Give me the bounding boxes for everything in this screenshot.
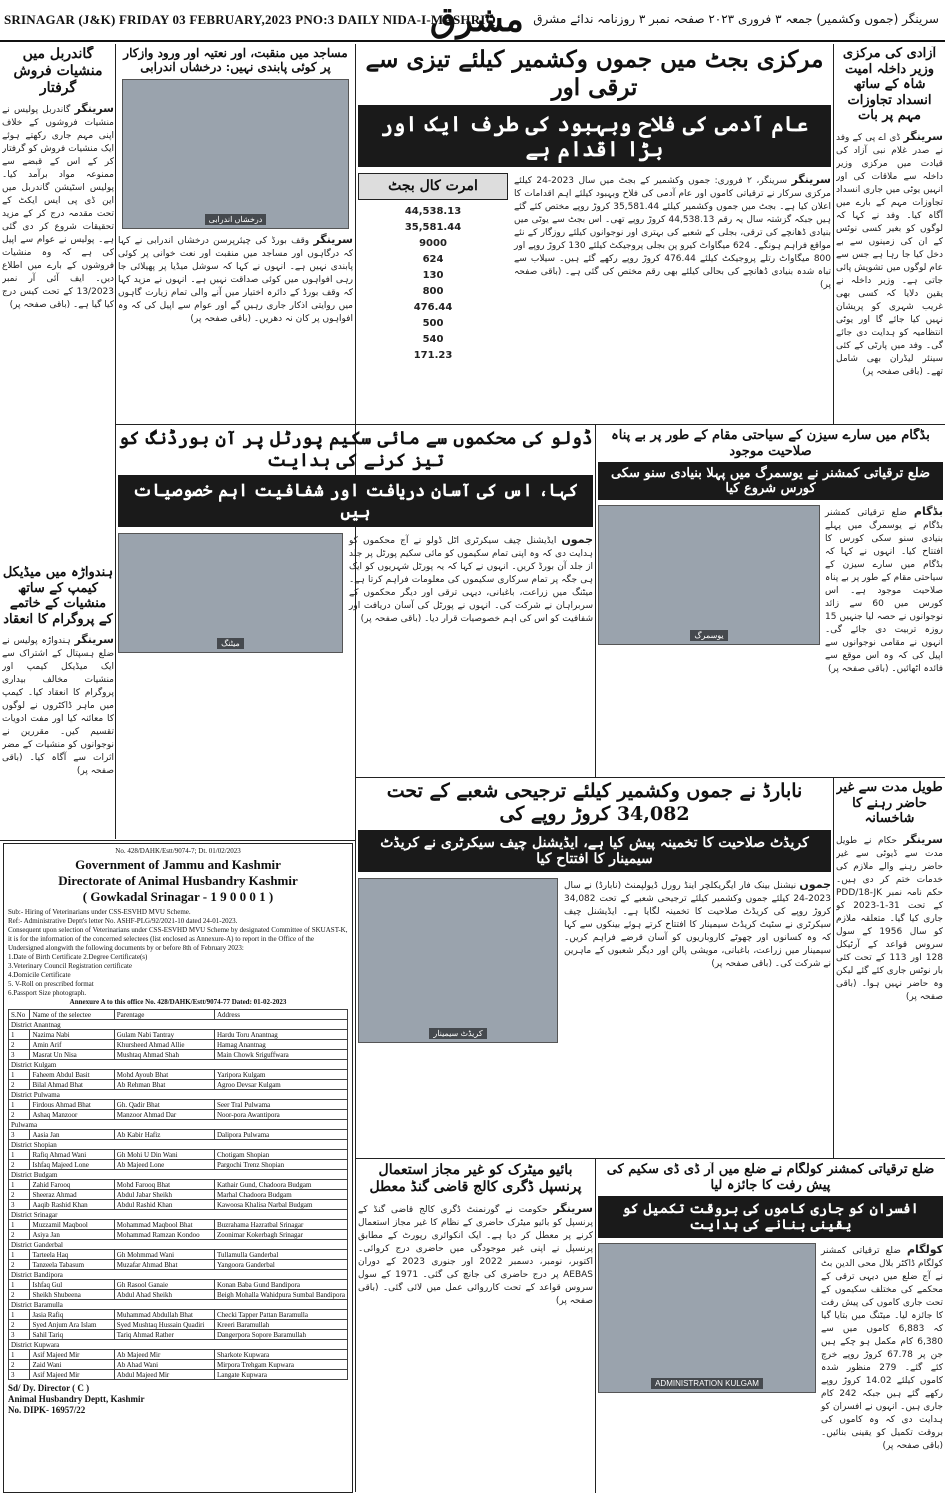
table-cell: Zahid Farooq <box>30 1180 114 1190</box>
table-cell: 1 <box>9 1070 30 1080</box>
table-row <box>9 1350 348 1360</box>
table-cell: 3 <box>9 1200 30 1210</box>
table-cell: Manzoor Ahmad Dar <box>114 1110 214 1120</box>
article-absent <box>836 780 943 1156</box>
district-name: District Anantnag <box>9 1020 348 1030</box>
article-ganderbal <box>2 46 114 586</box>
article-dateline: سرینگر <box>553 1201 593 1215</box>
table-cell: Zaid Wani <box>30 1360 114 1370</box>
newspaper-logo: مشرق <box>430 0 524 40</box>
table-cell: 2 <box>9 1110 30 1120</box>
budget-figure: 171.23 <box>413 349 453 361</box>
table-cell: Aasia Jan <box>30 1130 114 1140</box>
district-row <box>9 1140 348 1150</box>
table-cell: Gh. Qadir Bhat <box>114 1100 214 1110</box>
table-cell: 3 <box>9 1370 30 1380</box>
notice-document-item: 6.Passport Size photograph. <box>8 989 87 997</box>
table-cell: Abdul Ahad Sheikh <box>114 1290 214 1300</box>
table-row <box>9 1370 348 1380</box>
table-cell: Bilal Ahmad Bhat <box>30 1080 114 1090</box>
budget-figure: 476.44 <box>413 301 453 313</box>
table-row <box>9 1260 348 1270</box>
district-row <box>9 1340 348 1350</box>
table-cell: Seer Tral Pulwama <box>214 1100 347 1110</box>
notice-annexure: Annexure A to this office No. 428/DAHK/Estt/9074-77 Dated: 01-02-2023 <box>69 998 287 1006</box>
district-row <box>9 1060 348 1070</box>
budget-sidebar <box>358 173 508 364</box>
table-cell: 2 <box>9 1290 30 1300</box>
district-name: District Kupwara <box>9 1340 348 1350</box>
table-cell: Mohammad Maqbool Bhat <box>114 1220 214 1230</box>
district-name: District Baramulla <box>9 1300 348 1310</box>
article-mosques <box>118 46 353 422</box>
district-name: Pulwama <box>9 1120 348 1130</box>
table-cell: Khursheed Ahmad Allie <box>114 1040 214 1050</box>
masthead-dateline-ur: سرینگر (جموں وکشمیر) جمعہ ۳ فروری ۲۰۲۳ صفحہ نمبر ۳ روزنامہ ندائے مشرق <box>533 12 939 26</box>
column-rule <box>833 44 834 424</box>
table-cell: Hamag Anantnag <box>214 1040 347 1050</box>
table-cell: Ishfaq Gul <box>30 1280 114 1290</box>
table-row <box>9 1100 348 1110</box>
table-cell: Main Chowk Sriguffwara <box>214 1050 347 1060</box>
table-row <box>9 1190 348 1200</box>
article-body <box>358 1202 593 1308</box>
table-cell: Gulam Nabi Tantray <box>114 1030 214 1040</box>
photo-caption: کریڈٹ سیمینار <box>429 1028 486 1039</box>
table-row <box>9 1360 348 1370</box>
notice-subject: Sub:- Hiring of Veterinarians under CSS-ESVHD MVU Scheme. <box>8 908 191 916</box>
column-header: S.No <box>9 1010 30 1020</box>
table-cell: 2 <box>9 1320 30 1330</box>
article-photo <box>598 1243 816 1393</box>
row-rule <box>356 424 945 425</box>
table-cell: Muzzamil Maqbool <box>30 1220 114 1230</box>
budget-figure: 35,581.44 <box>404 221 462 233</box>
column-header: Name of the selectee <box>30 1010 114 1020</box>
table-cell: 1 <box>9 1310 30 1320</box>
table-cell: 1 <box>9 1220 30 1230</box>
article-headline: مرکزی بجٹ میں جموں وکشمیر کیلئے تیزی سے ترقی اور <box>365 46 824 101</box>
table-cell: Ishfaq Majeed Lone <box>30 1160 114 1170</box>
table-cell: Abdul Majeed Mir <box>114 1370 214 1380</box>
table-cell: Asif Majeed Mir <box>30 1350 114 1360</box>
table-cell: Yaripora Kulgam <box>214 1070 347 1080</box>
article-photo <box>598 505 820 645</box>
table-cell: Gh Rasool Ganaie <box>114 1280 214 1290</box>
article-dateline: سرینگر <box>791 173 831 187</box>
article-body <box>2 633 114 778</box>
article-body <box>564 878 831 1043</box>
table-cell: Noor-pora Awantipora <box>214 1110 347 1120</box>
table-row <box>9 1330 348 1340</box>
column-rule <box>595 425 596 777</box>
notice-document-item: 3.Veterinary Council Registration certificate <box>8 962 133 970</box>
signature-line: No. DIPK- 16957/22 <box>8 1405 86 1415</box>
table-cell: Agroo Devsar Kulgam <box>214 1080 347 1090</box>
article-photo <box>122 79 349 229</box>
masthead <box>0 0 945 42</box>
article-headline: گاندربل میں منشیات فروش گرفتار <box>13 46 103 96</box>
district-row <box>9 1210 348 1220</box>
article-dulloo <box>118 428 593 774</box>
table-cell: 2 <box>9 1040 30 1050</box>
article-handwara <box>2 565 114 837</box>
notice-intro: Consequent upon selection of Veterinarians under CSS-ESVHD MVU Scheme by designated Committee of SKUAST-K, it is for the information of the concerned selectees (list enclosed as Annexure-A) to report in the Office of the Undersigned alongwith the following documents by or before 8th of February 2023: <box>8 926 348 952</box>
selectee-table <box>8 1009 348 1380</box>
table-cell: Mirpora Trehgam Kupwara <box>214 1360 347 1370</box>
row-rule <box>0 840 355 841</box>
article-headline: آزادی کی مرکزی وزیر داخلہ امیت شاہ کے ساتھ انسداد تجاوزات مہم پر بات <box>842 46 937 124</box>
column-rule <box>595 1159 596 1493</box>
budget-figure: 624 <box>422 253 444 265</box>
budget-figure: 500 <box>422 317 444 329</box>
table-row <box>9 1130 348 1140</box>
article-body <box>836 130 943 379</box>
article-dateline: جموں <box>561 533 593 547</box>
table-cell: Marhal Chadoora Budgam <box>214 1190 347 1200</box>
article-budget <box>358 46 831 422</box>
notice-document-item: 1.Date of Birth Certificate 2.Degree Certificate(s) <box>8 953 148 961</box>
article-dateline: سرینگر <box>74 633 114 647</box>
row-rule <box>116 424 355 425</box>
district-name: District Srinagar <box>9 1210 348 1220</box>
table-cell: 1 <box>9 1350 30 1360</box>
table-cell: Kathair Gund, Chadoora Budgam <box>214 1180 347 1190</box>
table-row <box>9 1200 348 1210</box>
table-cell: Sheikh Shubeena <box>30 1290 114 1300</box>
article-headline: مساجد میں منقبت، اور نعتیہ اور ورود وازکار پر کوئی پابندی نہیں: درخشاں اندرابی <box>123 46 348 75</box>
table-row <box>9 1110 348 1120</box>
table-cell: Mushtaq Ahmad Shah <box>114 1050 214 1060</box>
district-row <box>9 1020 348 1030</box>
table-row <box>9 1070 348 1080</box>
row-rule <box>356 777 945 778</box>
notice-title: Government of Jammu and Kashmir <box>75 857 281 872</box>
district-name: District Pulwama <box>9 1090 348 1100</box>
article-headline: ہندواڑہ میں میڈیکل کیمپ کے ساتھ منشیات کے خاتمے کے پروگرام کا انعقاد <box>2 565 114 627</box>
table-cell: Hardu Toru Anantnag <box>214 1030 347 1040</box>
table-cell: Asiya Jan <box>30 1230 114 1240</box>
table-cell: Ab Rehman Bhat <box>114 1080 214 1090</box>
article-body <box>514 173 831 364</box>
table-cell: 1 <box>9 1150 30 1160</box>
table-cell: 1 <box>9 1100 30 1110</box>
signature-line: Sd/ Dy. Director ( C ) <box>8 1383 90 1393</box>
article-columns <box>358 878 831 1043</box>
table-cell: Abdul Rashid Khan <box>114 1200 214 1210</box>
table-cell: Syed Anjum Ara Islam <box>30 1320 114 1330</box>
table-row <box>9 1310 348 1320</box>
table-cell: Faheem Abdul Basit <box>30 1070 114 1080</box>
table-cell: Sahil Tariq <box>30 1330 114 1340</box>
table-cell: Sheeraz Ahmad <box>30 1190 114 1200</box>
table-cell: Konan Baba Gund Bandipora <box>214 1280 347 1290</box>
article-body <box>836 833 943 1004</box>
table-cell: Jasia Rafiq <box>30 1310 114 1320</box>
notice-signature <box>8 1383 348 1416</box>
table-cell: 1 <box>9 1250 30 1260</box>
table-cell: Kreeri Baramullah <box>214 1320 347 1330</box>
notice-documents <box>8 953 348 998</box>
article-dateline: کولگام <box>906 1243 943 1257</box>
article-text: ضلع ترقیاتی کمشنر بڈگام نے یوسمرگ میں پہلے بنیادی سنو سکی کورس کا افتتاح کیا۔ انہوں نے کہا کہ بڈگام میں سارے سیزن کے سیاحتی مقام کے طور پر بے پناہ صلاحیت موجود ہے۔ اس کورس میں 60 سے زائد نوجوانوں نے حصہ لیا جنہیں 15 روزہ تربیت دی جائے گی۔ انہوں نے مقامی نوجوانوں سے اپیل کی کہ وہ اس موقع سے فائدہ اٹھائیں۔ (باقی صفحہ پر) <box>825 508 943 675</box>
table-row <box>9 1160 348 1170</box>
column-rule <box>833 778 834 1158</box>
notice-address: ( Gowkadal Srinagar - 1 9 0 0 0 1 ) <box>82 889 274 904</box>
table-cell: Ab Ahad Wani <box>114 1360 214 1370</box>
article-text: حکام نے طویل مدت سے ڈیوٹی سے غیر حاضر رہنے والے ملازم کی خدمات ختم کر دی ہیں۔ حکم نامہ نمبر PDD/18-JK کے تحت 31-1-2023 کو جاری کیا گیا۔ متعلقہ ملازم کو سال 1956 کے سول سروس قواعد کے آرٹیکل 128 اور 113 کے تحت کئی بار نوٹس جاری کئے گئے لیکن وہ حاضر نہیں ہوا۔ (باقی صفحہ پر) <box>836 835 943 1002</box>
table-cell: 2 <box>9 1360 30 1370</box>
table-cell: 2 <box>9 1080 30 1090</box>
table-cell: Tullamulla Ganderbal <box>214 1250 347 1260</box>
article-headline: نابارڈ نے جموں وکشمیر کیلئے ترجیحی شعبے کے تحت 34,082 کروڑ روپے کی <box>386 780 803 825</box>
table-cell: Tanzeela Tabasum <box>30 1260 114 1270</box>
table-cell: Mohd Farooq Bhat <box>114 1180 214 1190</box>
table-cell: Sharkote Kupwara <box>214 1350 347 1360</box>
table-cell: Ab Majeed Lone <box>114 1160 214 1170</box>
budget-figures <box>358 204 508 364</box>
district-name: District Ganderbal <box>9 1240 348 1250</box>
article-text: سرینگر، ۲ فروری: جموں وکشمیر کے بجٹ میں سال 2023-24 کیلئے مرکزی سرکار نے ترقیاتی کاموں اور عام آدمی کی فلاح وبہبود کیلئے اہم اقدامات کا اعلان کیا ہے۔ بجٹ میں جموں وکشمیر کیلئے 35,581.44 کروڑ روپے مختص کئے گئے ہیں جبکہ گزشتہ سال یہ رقم 44,538.13 کروڑ روپے تھی۔ اس بجٹ سے یوٹی میں بنیادی ڈھانچے کی ترقی، بجلی کے شعبے کی بہتری اور نوجوانوں کیلئے روزگار کے نئے مواقع فراہم ہونگے۔ 624 میگاواٹ کیرو پن بجلی پروجیکٹ کیلئے 130 کروڑ روپے اور 800 میگاواٹ رتلے پروجیکٹ کیلئے 476.44 کروڑ روپے رکھے گئے ہیں۔ سیلاب سے تباہ شدہ بنیادی ڈھانچے کی بحالی کیلئے بھی رقم مختص کی گئی ہے۔ (باقی صفحہ پر) <box>514 176 831 291</box>
table-cell: Ab Kabir Hafiz <box>114 1130 214 1140</box>
table-cell: Tariq Ahmad Rather <box>114 1330 214 1340</box>
district-row <box>9 1120 348 1130</box>
government-notice <box>3 843 353 1493</box>
table-cell: Tarteela Haq <box>30 1250 114 1260</box>
budget-subhead: امرت کال بجٹ <box>358 173 508 200</box>
table-cell: 1 <box>9 1180 30 1190</box>
article-subheadline: افسران کو جاری کاموں کی بروقت تکمیل کو یقینی بنانے کی ہدایت <box>598 1196 943 1238</box>
budget-figure: 44,538.13 <box>404 205 462 217</box>
article-text: گاندربل پولیس نے منشیات فروشوں کے خلاف اپنی مہم جاری رکھتے ہوئے ایک منشیات فروش کو گرفتار کر کے اس کے قبضے سے ممنوعہ مواد برآمد کیا۔ پولیس اسٹیشن گاندربل میں این ڈی پی ایس ایکٹ کے تحت مقدمہ درج کر کے مزید تحقیقات شروع کر دی گئی ہے۔ پولیس نے عوام سے اپیل کی ہے کہ وہ منشیات فروشوں کے بارے میں اطلاع دیں۔ ایف آئی آر نمبر 13/2023 کے تحت کیس درج کیا گیا ہے۔ (باقی صفحہ پر) <box>2 105 114 311</box>
table-cell: Kawoosa Khalisa Narbal Budgam <box>214 1200 347 1210</box>
table-cell: 2 <box>9 1190 30 1200</box>
article-dateline: سرینگر <box>74 102 114 116</box>
table-row <box>9 1290 348 1300</box>
table-cell: Dalipora Pulwama <box>214 1130 347 1140</box>
table-cell: Ashaq Manzoor <box>30 1110 114 1120</box>
table-cell: Chotigam Shopian <box>214 1150 347 1160</box>
budget-figure: 800 <box>422 285 444 297</box>
article-subheadline: کریڈٹ صلاحیت کا تخمینہ پیش کیا ہے، ایڈیشنل چیف سیکرٹری نے کریڈٹ سیمینار کا افتتاح کیا <box>358 830 831 872</box>
table-body <box>9 1020 348 1380</box>
district-name: District Kulgam <box>9 1060 348 1070</box>
article-subheadline: کہا، اس کی آسان دریافت اور شفافیت اہم خصوصیات ہیں <box>118 475 593 527</box>
district-row <box>9 1090 348 1100</box>
table-row <box>9 1030 348 1040</box>
article-amit-shah <box>836 46 943 422</box>
article-columns <box>598 1243 943 1453</box>
article-nabard <box>358 780 831 1156</box>
table-row <box>9 1080 348 1090</box>
article-columns <box>118 533 593 653</box>
table-row <box>9 1050 348 1060</box>
table-cell: Langate Kupwara <box>214 1370 347 1380</box>
article-budgam <box>598 428 943 774</box>
table-row <box>9 1180 348 1190</box>
article-dateline: سرینگر <box>903 832 943 846</box>
table-cell: 2 <box>9 1260 30 1270</box>
article-kulgam <box>598 1162 943 1492</box>
district-name: District Bandipora <box>9 1270 348 1280</box>
photo-caption: میٹنگ <box>217 638 244 649</box>
budget-figure: 9000 <box>419 237 447 249</box>
district-row <box>9 1170 348 1180</box>
table-cell: Amin Arif <box>30 1040 114 1050</box>
budget-figure: 540 <box>422 333 444 345</box>
notice-department: Directorate of Animal Husbandry Kashmir <box>58 873 298 888</box>
notice-document-item: 5. V-Roll on prescribed format <box>8 980 94 988</box>
article-dateline: سرینگر <box>313 232 353 246</box>
article-headline: بائیو میٹرک کو غیر مجاز استعمال پرنسپل ڈگری کالج قاضی گنڈ معطل <box>369 1162 582 1195</box>
notice-document-item: 4.Domicile Certificate <box>8 971 71 979</box>
article-text: ضلع ترقیاتی کمشنر کولگام ڈاکٹر بلال محی الدین بٹ نے آج ضلع میں دیہی ترقی کے محکمے کی مختلف سکیموں کے تحت جاری کاموں کی پیش رفت کا جائزہ لیا۔ میٹنگ میں بتایا گیا کہ 6,883 کاموں میں سے 6,380 کام مکمل ہو چکے ہیں جن پر 67.78 کروڑ روپے خرچ کئے گئے۔ 279 منظور شدہ کاموں کیلئے 14.02 کروڑ روپے رکھے گئے ہیں جبکہ 242 کام جاری ہیں۔ انہوں نے افسران کو ہدایت دی کہ وہ کاموں کی بروقت تکمیل کو یقینی بنائیں۔ (باقی صفحہ پر) <box>821 1246 943 1452</box>
table-row <box>9 1220 348 1230</box>
table-cell: Zoonimar Kokerbagh Srinagar <box>214 1230 347 1240</box>
article-photo <box>118 533 343 653</box>
table-row <box>9 1280 348 1290</box>
table-cell: 3 <box>9 1050 30 1060</box>
district-row <box>9 1300 348 1310</box>
table-cell: Mohd Ayoub Bhat <box>114 1070 214 1080</box>
table-cell: Pargochi Trenz Shopian <box>214 1160 347 1170</box>
article-subheadline: ضلع ترقیاتی کمشنر نے یوسمرگ میں پہلا بنیادی سنو سکی کورس شروع کیا <box>598 462 943 500</box>
district-name: District Shopian <box>9 1140 348 1150</box>
district-row <box>9 1270 348 1280</box>
masthead-dateline-en: SRINAGAR (J&K) FRIDAY 03 FEBRUARY,2023 PNO:3 DAILY NIDA-I-MASHRIQ <box>4 12 496 27</box>
table-row <box>9 1320 348 1330</box>
table-cell: Aaqib Rashid Khan <box>30 1200 114 1210</box>
table-cell: Gh Mohmmad Wani <box>114 1250 214 1260</box>
notice-reference: Ref:- Administrative Deptt's letter No. ASHF-PLG/92/2021-10 dated 24-01-2023. <box>8 917 238 925</box>
table-cell: Beigh Mohalla Wahidpura Sumbal Bandipora <box>214 1290 347 1300</box>
table-cell: Gh Mohi U Din Wani <box>114 1150 214 1160</box>
table-row <box>9 1040 348 1050</box>
photo-caption: ADMINISTRATION KULGAM <box>651 1378 763 1389</box>
notice-ref: No. 428/DAHK/Estt/9074-7; Dt. 01/02/2023 <box>115 847 241 855</box>
article-columns <box>358 173 831 364</box>
table-cell: Masrat Un Nisa <box>30 1050 114 1060</box>
column-header: Parentage <box>114 1010 214 1020</box>
photo-caption: درخشاں اندرابی <box>205 214 267 225</box>
article-text: ڈی اے پی کے وفد نے صدر غلام نبی آزاد کی قیادت میں مرکزی وزیر داخلہ سے ملاقات کی اور انہیں یوٹی میں جاری انسداد تجاوزات مہم کے بارے میں آگاہ کیا۔ وفد نے کہا کہ لوگوں کو بغیر کسی نوٹس کے ان کی زمینوں سے بے دخل کیا جا رہا ہے جس سے عام لوگوں میں تشویش پائی جاتی ہے۔ وزیر داخلہ نے یقین دلایا کہ کسی بھی غریب شہری کو پریشان نہیں کیا جائے گا اور یوٹی انتظامیہ کو ہدایت دی جائے گی۔ وفد میں پارٹی کے کئی سینئر لیڈران بھی شامل تھے۔ (باقی صفحہ پر) <box>836 132 943 377</box>
article-subheadline: عام آدمی کی فلاح وبہبود کی طرف ایک اور بڑا اقدام ہے <box>358 105 831 167</box>
article-body <box>2 102 114 312</box>
table-cell: 2 <box>9 1160 30 1170</box>
table-cell: Rafiq Ahmad Wani <box>30 1150 114 1160</box>
district-name: District Budgam <box>9 1170 348 1180</box>
article-headline: ڈولو کی محکموں سے مائی سکیم پورٹل پر آن بورڈنگ کو تیز کرنے کی ہدایت <box>118 428 593 471</box>
article-text: ایڈیشنل چیف سیکرٹری اٹل ڈولو نے آج محکموں کو ہدایت دی کہ وہ اپنی تمام سکیموں کو مائی سکیم پورٹل پر جلد از جلد آن بورڈ کریں۔ انہوں نے کہا کہ یہ پورٹل شہریوں کو ایک ہی جگہ پر تمام سرکاری سکیموں کی معلومات فراہم کرتا ہے۔ میٹنگ میں زراعت، باغبانی، دیہی ترقی اور دیگر محکموں کے سربراہان نے شرکت کی۔ انہوں نے پورٹل کی آسان دریافت اور شفافیت کو اس کی اہم خصوصیات قرار دیا۔ (باقی صفحہ پر) <box>349 536 593 625</box>
article-body <box>349 533 593 653</box>
table-cell: Dangerpora Sopore Baramullah <box>214 1330 347 1340</box>
table-cell: Mohammad Ramzan Kondoo <box>114 1230 214 1240</box>
article-headline: بڈگام میں سارے سیزن کے سیاحتی مقام کے طور پر بے پناہ صلاحیت موجود <box>611 428 930 459</box>
table-cell: Syed Mushtaq Hussain Quadiri <box>114 1320 214 1330</box>
table-cell: Muzafar Ahmad Bhat <box>114 1260 214 1270</box>
table-cell: Abdul Jabar Sheikh <box>114 1190 214 1200</box>
article-text: وقف بورڈ کی چیئرپرسن درخشاں اندرابی نے کہا کہ درگاہوں اور مساجد میں منقبت اور نعت خوانی پر کوئی پابندی نہیں ہے۔ انہوں نے کہا کہ سوشل میڈیا پر پھیلائی جا رہی افواہوں میں کوئی صداقت نہیں ہے۔ انہوں نے مزید کہا کہ وقف بورڈ کے دائرہ اختیار میں آنے والی تمام زیارت گاہوں میں روایتی اذکار جاری رہیں گے اور عوام سے اپیل کی کہ وہ افواہوں پر کان نہ دھریں۔ (باقی صفحہ پر) <box>118 235 353 324</box>
photo-caption: یوسمرگ <box>690 630 727 641</box>
article-body <box>821 1243 943 1453</box>
article-text: حکومت نے گورنمنٹ ڈگری کالج قاضی گنڈ کے پرنسپل کو بائیو میٹرک حاضری کے نظام کا غیر مجاز استعمال کرنے پر معطل کر دیا ہے۔ ایک انکوائری رپورٹ کے مطابق پرنسپل نے اپنی غیر موجودگی میں حاضری درج کروائی۔ اکتوبر، نومبر، دسمبر 2022 اور جنوری 2023 کے دوران AEBAS پر درج حاضری کی جانچ کی گئی۔ 1971 کے سول سروس قواعد کے تحت کارروائی عمل میں لائی گئی۔ (باقی صفحہ پر) <box>358 1204 593 1306</box>
table-cell: Nazima Nabi <box>30 1030 114 1040</box>
article-photo <box>358 878 558 1043</box>
table-cell: 1 <box>9 1280 30 1290</box>
table-cell: Checki Tapper Pattan Baramulla <box>214 1310 347 1320</box>
article-body <box>118 233 353 326</box>
row-rule <box>356 1158 945 1159</box>
budget-figure: 130 <box>422 269 444 281</box>
district-row <box>9 1240 348 1250</box>
column-rule <box>115 44 116 839</box>
column-header: Address <box>214 1010 347 1020</box>
article-dateline: جموں <box>799 877 831 891</box>
table-cell: 3 <box>9 1130 30 1140</box>
article-headline: ضلع ترقیاتی کمشنر کولگام نے ضلع میں آر ڈی ڈی سکیم کی پیش رفت کا جائزہ لیا <box>606 1162 935 1193</box>
table-cell: 2 <box>9 1230 30 1240</box>
article-headline: طویل مدت سے غیر حاضر رہنے کا شاخسانہ <box>836 780 943 827</box>
table-cell: Yangoora Ganderbal <box>214 1260 347 1270</box>
article-biometric <box>358 1162 593 1492</box>
article-dateline: بڈگام <box>913 505 943 519</box>
table-cell: Ab Majeed Mir <box>114 1350 214 1360</box>
table-cell: Firdous Ahmad Bhat <box>30 1100 114 1110</box>
article-columns <box>598 505 943 676</box>
table-cell: 3 <box>9 1330 30 1340</box>
table-cell: Buzrahama Hazratbal Srinagar <box>214 1220 347 1230</box>
article-text: نیشنل بینک فار ایگریکلچر اینڈ رورل ڈیولپمنٹ (نابارڈ) نے سال 2023-24 کیلئے جموں وکشمیر کیلئے ترجیحی شعبے کے تحت 34,082 کروڑ روپے کی کریڈٹ صلاحیت کا تخمینہ لگایا ہے۔ ایڈیشنل چیف سیکرٹری نے سٹیٹ کریڈٹ سیمینار کا افتتاح کرتے ہوئے بینکوں سے کہا کہ وہ کسانوں اور چھوٹے کاروباریوں کو آسان قرضے فراہم کریں۔ سیمینار میں زراعت، باغبانی، مویشی پالن اور دیگر شعبوں کے ماہرین نے شرکت کی۔ (باقی صفحہ پر) <box>564 880 831 969</box>
table-row <box>9 1250 348 1260</box>
article-text: ہندواڑہ پولیس نے ضلع ہسپتال کے اشتراک سے ایک میڈیکل کیمپ اور منشیات مخالف بیداری پروگرام کا انعقاد کیا۔ کیمپ میں ماہر ڈاکٹروں نے لوگوں کا معائنہ کیا اور مفت ادویات تقسیم کیں۔ مقررین نے نوجوانوں کو منشیات کے مضر اثرات سے آگاہ کیا۔ (باقی صفحہ پر) <box>2 636 114 777</box>
table-row <box>9 1150 348 1160</box>
article-body <box>825 505 943 676</box>
table-cell: Asif Majeed Mir <box>30 1370 114 1380</box>
article-dateline: سرینگر <box>903 129 943 143</box>
table-cell: Muhammad Abdullah Bhat <box>114 1310 214 1320</box>
table-row <box>9 1230 348 1240</box>
signature-line: Animal Husbandry Deptt, Kashmir <box>8 1394 145 1404</box>
table-header-row <box>9 1010 348 1020</box>
table-cell: 1 <box>9 1030 30 1040</box>
